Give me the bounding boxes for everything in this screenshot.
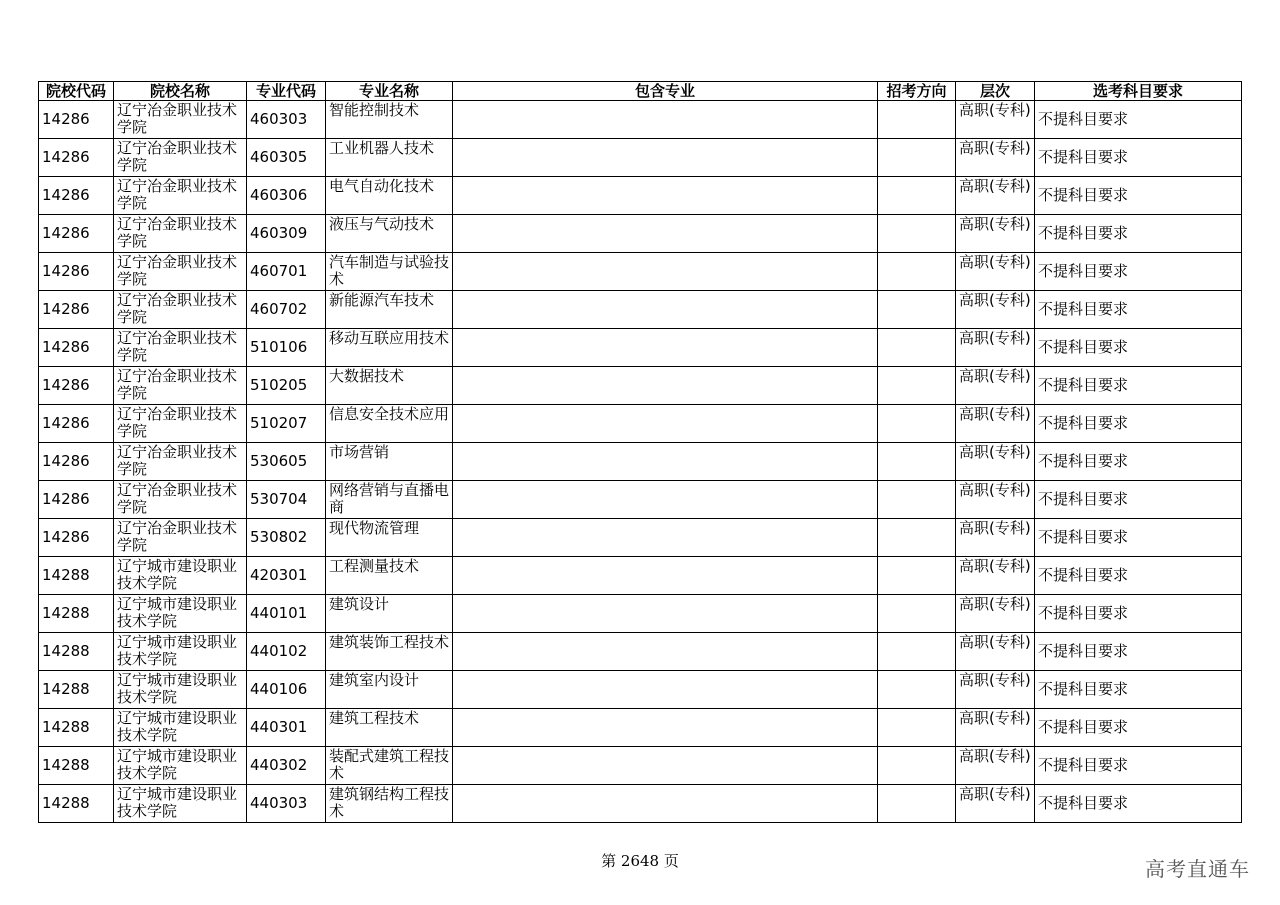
cell-admission-direction (878, 253, 956, 291)
table-row (39, 291, 1242, 329)
cell-school-name: 辽宁城市建设职业技术学院 (114, 595, 247, 633)
cell-major-code: 530802 (247, 519, 326, 557)
cell-included-majors (453, 253, 878, 291)
cell-subject-requirement: 不提科目要求 (1035, 747, 1242, 785)
table-row (39, 519, 1242, 557)
cell-major-name: 建筑设计 (326, 595, 453, 633)
cell-admission-direction (878, 405, 956, 443)
cell-admission-direction (878, 747, 956, 785)
cell-admission-direction (878, 443, 956, 481)
cell-major-name: 建筑钢结构工程技术 (326, 785, 453, 823)
cell-level: 高职(专科) (956, 177, 1035, 215)
cell-major-code: 440102 (247, 633, 326, 671)
cell-major-name: 建筑装饰工程技术 (326, 633, 453, 671)
cell-major-code: 460309 (247, 215, 326, 253)
table-row (39, 557, 1242, 595)
cell-school-code: 14286 (39, 139, 114, 177)
table-body (39, 101, 1242, 823)
cell-school-name: 辽宁城市建设职业技术学院 (114, 785, 247, 823)
table-row (39, 215, 1242, 253)
cell-included-majors (453, 139, 878, 177)
cell-included-majors (453, 747, 878, 785)
cell-school-name: 辽宁冶金职业技术学院 (114, 367, 247, 405)
cell-subject-requirement: 不提科目要求 (1035, 557, 1242, 595)
cell-subject-requirement: 不提科目要求 (1035, 443, 1242, 481)
cell-admission-direction (878, 101, 956, 139)
cell-major-name: 电气自动化技术 (326, 177, 453, 215)
cell-included-majors (453, 709, 878, 747)
cell-included-majors (453, 101, 878, 139)
cell-major-name: 市场营销 (326, 443, 453, 481)
cell-school-code: 14288 (39, 557, 114, 595)
cell-subject-requirement: 不提科目要求 (1035, 215, 1242, 253)
cell-subject-requirement: 不提科目要求 (1035, 367, 1242, 405)
cell-level: 高职(专科) (956, 215, 1035, 253)
cell-major-name: 网络营销与直播电商 (326, 481, 453, 519)
header-level: 层次 (956, 82, 1035, 101)
cell-school-code: 14286 (39, 481, 114, 519)
table-row (39, 405, 1242, 443)
admissions-table (38, 81, 1242, 823)
table-header-row (39, 82, 1242, 101)
cell-major-code: 440303 (247, 785, 326, 823)
cell-level: 高职(专科) (956, 367, 1035, 405)
cell-major-code: 460303 (247, 101, 326, 139)
cell-school-name: 辽宁城市建设职业技术学院 (114, 747, 247, 785)
header-school-name: 院校名称 (114, 82, 247, 101)
cell-level: 高职(专科) (956, 747, 1035, 785)
cell-subject-requirement: 不提科目要求 (1035, 633, 1242, 671)
cell-included-majors (453, 557, 878, 595)
cell-school-code: 14286 (39, 177, 114, 215)
cell-subject-requirement: 不提科目要求 (1035, 405, 1242, 443)
cell-major-name: 现代物流管理 (326, 519, 453, 557)
cell-subject-requirement: 不提科目要求 (1035, 709, 1242, 747)
cell-school-name: 辽宁冶金职业技术学院 (114, 101, 247, 139)
table-row (39, 101, 1242, 139)
watermark-text: 高考直通车 (1145, 857, 1250, 881)
cell-major-code: 530704 (247, 481, 326, 519)
cell-major-name: 建筑工程技术 (326, 709, 453, 747)
cell-school-name: 辽宁冶金职业技术学院 (114, 519, 247, 557)
cell-included-majors (453, 671, 878, 709)
cell-school-code: 14286 (39, 253, 114, 291)
page-number: 第 2648 页 (601, 852, 679, 870)
cell-school-name: 辽宁冶金职业技术学院 (114, 405, 247, 443)
cell-major-code: 530605 (247, 443, 326, 481)
cell-subject-requirement: 不提科目要求 (1035, 519, 1242, 557)
cell-major-code: 440101 (247, 595, 326, 633)
cell-included-majors (453, 785, 878, 823)
cell-included-majors (453, 291, 878, 329)
cell-school-code: 14288 (39, 671, 114, 709)
cell-admission-direction (878, 215, 956, 253)
cell-major-code: 510106 (247, 329, 326, 367)
cell-major-code: 420301 (247, 557, 326, 595)
cell-admission-direction (878, 481, 956, 519)
cell-major-name: 工程测量技术 (326, 557, 453, 595)
cell-major-code: 460701 (247, 253, 326, 291)
cell-admission-direction (878, 671, 956, 709)
cell-admission-direction (878, 633, 956, 671)
cell-major-name: 信息安全技术应用 (326, 405, 453, 443)
table-row (39, 747, 1242, 785)
table-row (39, 177, 1242, 215)
cell-level: 高职(专科) (956, 291, 1035, 329)
cell-school-name: 辽宁城市建设职业技术学院 (114, 709, 247, 747)
cell-major-name: 汽车制造与试验技术 (326, 253, 453, 291)
admissions-table-container (38, 81, 1241, 823)
cell-school-name: 辽宁城市建设职业技术学院 (114, 671, 247, 709)
cell-admission-direction (878, 519, 956, 557)
cell-admission-direction (878, 709, 956, 747)
cell-level: 高职(专科) (956, 405, 1035, 443)
cell-included-majors (453, 633, 878, 671)
cell-major-name: 工业机器人技术 (326, 139, 453, 177)
cell-school-name: 辽宁冶金职业技术学院 (114, 481, 247, 519)
cell-major-code: 440302 (247, 747, 326, 785)
cell-subject-requirement: 不提科目要求 (1035, 785, 1242, 823)
cell-included-majors (453, 481, 878, 519)
header-admission-direction: 招考方向 (878, 82, 956, 101)
cell-included-majors (453, 443, 878, 481)
cell-major-code: 440301 (247, 709, 326, 747)
cell-major-name: 智能控制技术 (326, 101, 453, 139)
cell-included-majors (453, 405, 878, 443)
header-included-majors: 包含专业 (453, 82, 878, 101)
cell-level: 高职(专科) (956, 139, 1035, 177)
cell-school-name: 辽宁冶金职业技术学院 (114, 329, 247, 367)
cell-major-name: 新能源汽车技术 (326, 291, 453, 329)
table-row (39, 709, 1242, 747)
table-row (39, 633, 1242, 671)
cell-admission-direction (878, 291, 956, 329)
cell-included-majors (453, 329, 878, 367)
cell-level: 高职(专科) (956, 481, 1035, 519)
cell-admission-direction (878, 329, 956, 367)
cell-major-code: 510205 (247, 367, 326, 405)
cell-school-code: 14286 (39, 405, 114, 443)
cell-major-code: 460306 (247, 177, 326, 215)
cell-level: 高职(专科) (956, 519, 1035, 557)
cell-school-code: 14288 (39, 633, 114, 671)
cell-school-code: 14288 (39, 595, 114, 633)
header-subject-requirement: 选考科目要求 (1035, 82, 1242, 101)
cell-included-majors (453, 215, 878, 253)
cell-school-code: 14288 (39, 747, 114, 785)
table-row (39, 671, 1242, 709)
cell-level: 高职(专科) (956, 671, 1035, 709)
cell-included-majors (453, 519, 878, 557)
cell-major-code: 440106 (247, 671, 326, 709)
cell-admission-direction (878, 367, 956, 405)
cell-subject-requirement: 不提科目要求 (1035, 671, 1242, 709)
cell-level: 高职(专科) (956, 101, 1035, 139)
cell-school-name: 辽宁冶金职业技术学院 (114, 443, 247, 481)
cell-major-name: 大数据技术 (326, 367, 453, 405)
cell-admission-direction (878, 557, 956, 595)
cell-level: 高职(专科) (956, 329, 1035, 367)
cell-level: 高职(专科) (956, 595, 1035, 633)
table-row (39, 139, 1242, 177)
cell-subject-requirement: 不提科目要求 (1035, 101, 1242, 139)
table-row (39, 367, 1242, 405)
cell-school-name: 辽宁冶金职业技术学院 (114, 253, 247, 291)
header-school-code: 院校代码 (39, 82, 114, 101)
cell-school-code: 14286 (39, 367, 114, 405)
table-row (39, 329, 1242, 367)
cell-major-code: 510207 (247, 405, 326, 443)
cell-major-name: 液压与气动技术 (326, 215, 453, 253)
cell-school-name: 辽宁冶金职业技术学院 (114, 215, 247, 253)
cell-level: 高职(专科) (956, 443, 1035, 481)
table-row (39, 443, 1242, 481)
cell-school-code: 14288 (39, 709, 114, 747)
cell-major-name: 建筑室内设计 (326, 671, 453, 709)
cell-level: 高职(专科) (956, 785, 1035, 823)
table-row (39, 253, 1242, 291)
cell-level: 高职(专科) (956, 633, 1035, 671)
cell-major-name: 移动互联应用技术 (326, 329, 453, 367)
cell-subject-requirement: 不提科目要求 (1035, 253, 1242, 291)
cell-school-code: 14286 (39, 329, 114, 367)
header-major-name: 专业名称 (326, 82, 453, 101)
cell-major-code: 460305 (247, 139, 326, 177)
cell-admission-direction (878, 177, 956, 215)
cell-school-name: 辽宁城市建设职业技术学院 (114, 557, 247, 595)
cell-school-name: 辽宁冶金职业技术学院 (114, 177, 247, 215)
cell-included-majors (453, 367, 878, 405)
cell-school-name: 辽宁冶金职业技术学院 (114, 139, 247, 177)
cell-level: 高职(专科) (956, 253, 1035, 291)
cell-level: 高职(专科) (956, 557, 1035, 595)
cell-subject-requirement: 不提科目要求 (1035, 291, 1242, 329)
cell-major-code: 460702 (247, 291, 326, 329)
cell-school-code: 14286 (39, 101, 114, 139)
cell-subject-requirement: 不提科目要求 (1035, 481, 1242, 519)
cell-admission-direction (878, 595, 956, 633)
cell-included-majors (453, 177, 878, 215)
cell-level: 高职(专科) (956, 709, 1035, 747)
cell-school-code: 14288 (39, 785, 114, 823)
cell-school-name: 辽宁冶金职业技术学院 (114, 291, 247, 329)
cell-school-name: 辽宁城市建设职业技术学院 (114, 633, 247, 671)
cell-admission-direction (878, 785, 956, 823)
cell-school-code: 14286 (39, 443, 114, 481)
cell-included-majors (453, 595, 878, 633)
header-major-code: 专业代码 (247, 82, 326, 101)
cell-school-code: 14286 (39, 291, 114, 329)
cell-subject-requirement: 不提科目要求 (1035, 139, 1242, 177)
table-row (39, 481, 1242, 519)
cell-school-code: 14286 (39, 519, 114, 557)
cell-major-name: 装配式建筑工程技术 (326, 747, 453, 785)
cell-school-code: 14286 (39, 215, 114, 253)
cell-admission-direction (878, 139, 956, 177)
cell-subject-requirement: 不提科目要求 (1035, 329, 1242, 367)
table-row (39, 785, 1242, 823)
cell-subject-requirement: 不提科目要求 (1035, 177, 1242, 215)
table-row (39, 595, 1242, 633)
cell-subject-requirement: 不提科目要求 (1035, 595, 1242, 633)
